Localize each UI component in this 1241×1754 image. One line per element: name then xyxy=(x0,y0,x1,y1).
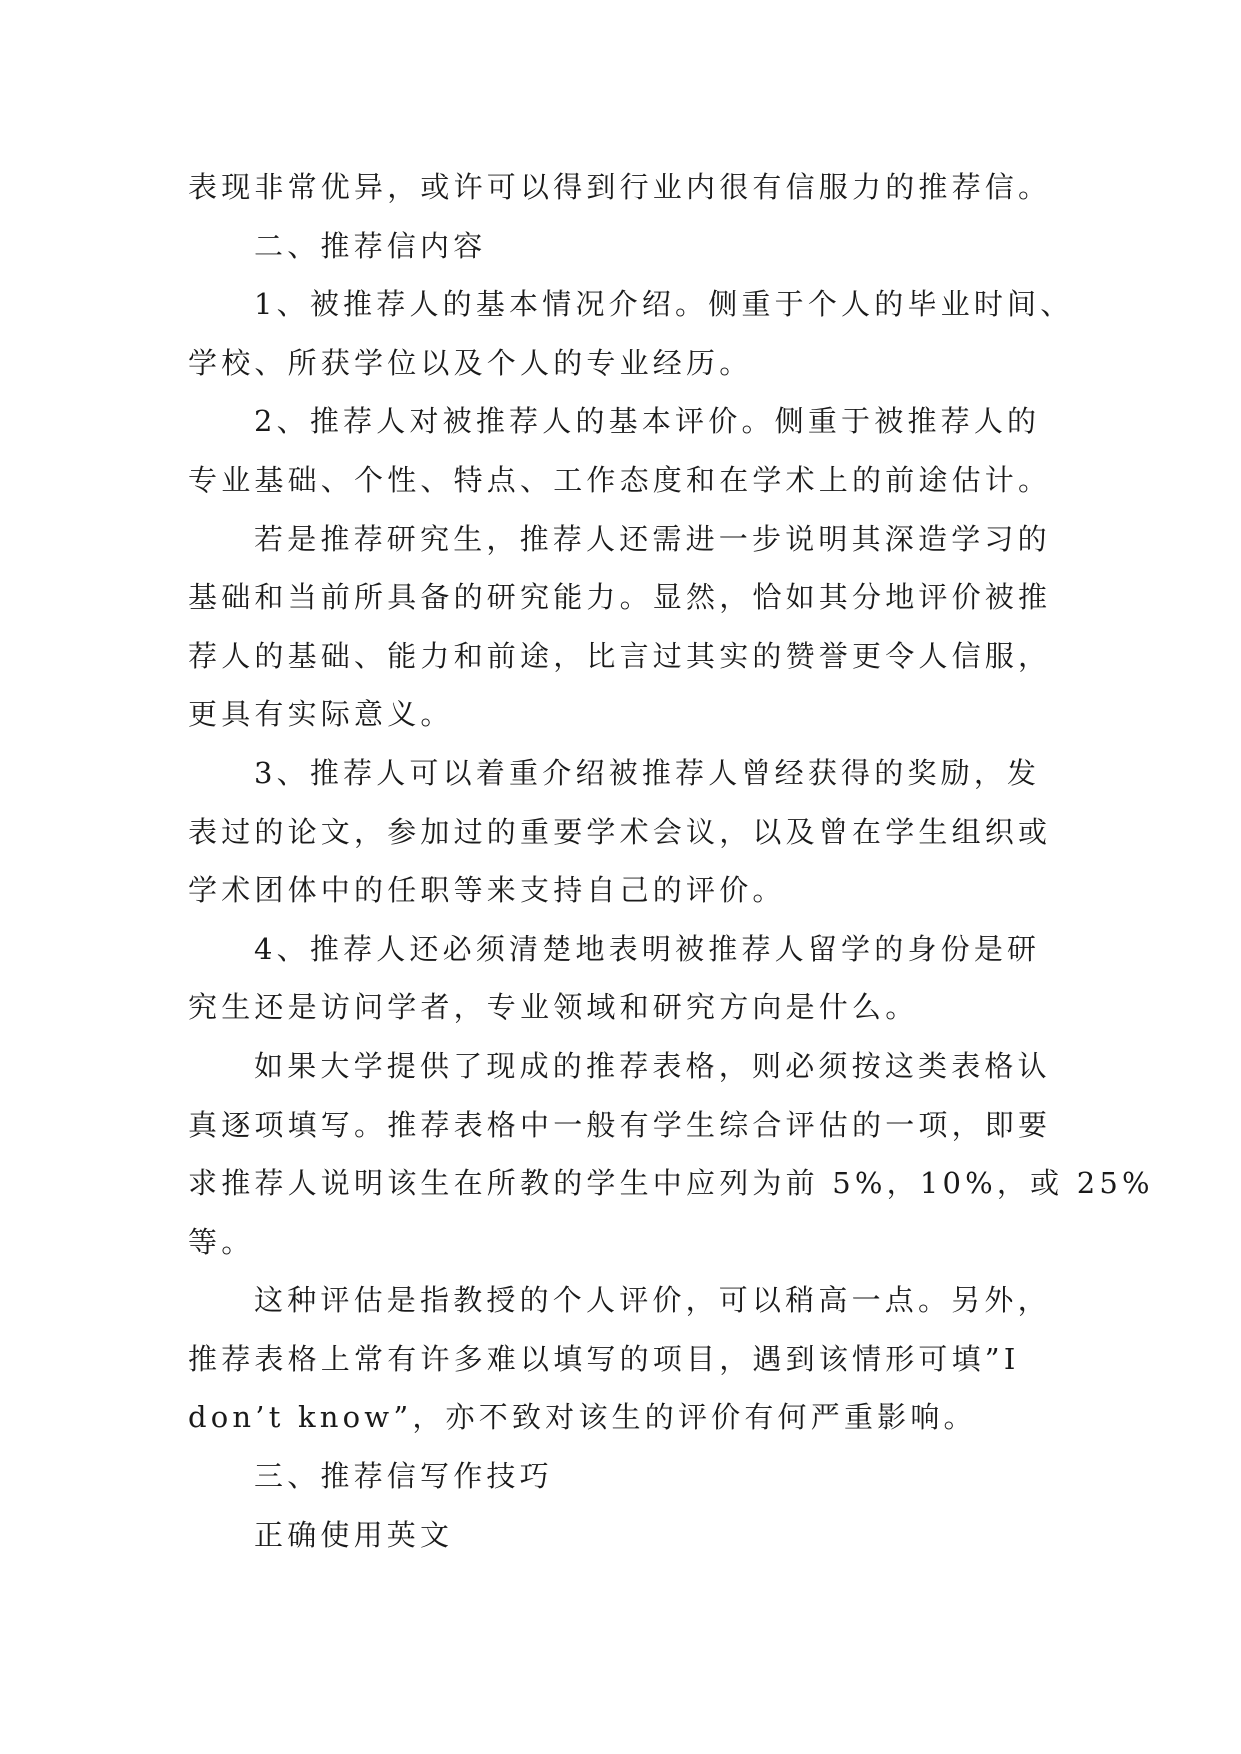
section-heading: 三、推荐信写作技巧 xyxy=(254,1459,553,1494)
text-line: 基础和当前所具备的研究能力。显然，恰如其分地评价被推 xyxy=(188,580,1052,615)
text-line: 3、推荐人可以着重介绍被推荐人曾经获得的奖励，发 xyxy=(254,755,1041,790)
text-line: don’t know”，亦不致对该生的评价有何严重影响。 xyxy=(188,1400,977,1435)
document-body xyxy=(188,158,1154,1564)
text-line: 1、被推荐人的基本情况介绍。侧重于个人的毕业时间、 xyxy=(254,287,1074,322)
text-line: 推荐表格上常有许多难以填写的项目，遇到该情形可填”I xyxy=(188,1341,1020,1376)
text-line: 究生还是访问学者，专业领域和研究方向是什么。 xyxy=(188,990,919,1025)
text-line: 表现非常优异，或许可以得到行业内很有信服力的推荐信。 xyxy=(188,170,1052,204)
text-line: 如果大学提供了现成的推荐表格，则必须按这类表格认 xyxy=(254,1048,1051,1083)
text-line: 求推荐人说明该生在所教的学生中应列为前 5%，10%，或 25% xyxy=(188,1166,1154,1201)
text-line: 专业基础、个性、特点、工作态度和在学术上的前途估计。 xyxy=(188,462,1052,497)
text-line: 学术团体中的任职等来支持自己的评价。 xyxy=(188,873,786,908)
section-heading: 二、推荐信内容 xyxy=(254,228,487,263)
text-line: 2、推荐人对被推荐人的基本评价。侧重于被推荐人的 xyxy=(254,404,1041,439)
text-line: 学校、所获学位以及个人的专业经历。 xyxy=(188,345,753,380)
text-line: 若是推荐研究生，推荐人还需进一步说明其深造学习的 xyxy=(254,521,1051,556)
text-line: 等。 xyxy=(188,1224,255,1259)
text-line: 更具有实际意义。 xyxy=(188,697,454,732)
text-line: 表过的论文，参加过的重要学术会议，以及曾在学生组织或 xyxy=(188,814,1052,849)
text-line: 真逐项填写。推荐表格中一般有学生综合评估的一项，即要 xyxy=(188,1107,1052,1142)
text-line: 荐人的基础、能力和前途，比言过其实的赞誉更令人信服， xyxy=(188,638,1052,673)
text-line: 4、推荐人还必须清楚地表明被推荐人留学的身份是研 xyxy=(254,931,1041,966)
text-line: 这种评估是指教授的个人评价，可以稍高一点。另外， xyxy=(254,1283,1051,1318)
text-line: 正确使用英文 xyxy=(254,1517,454,1552)
